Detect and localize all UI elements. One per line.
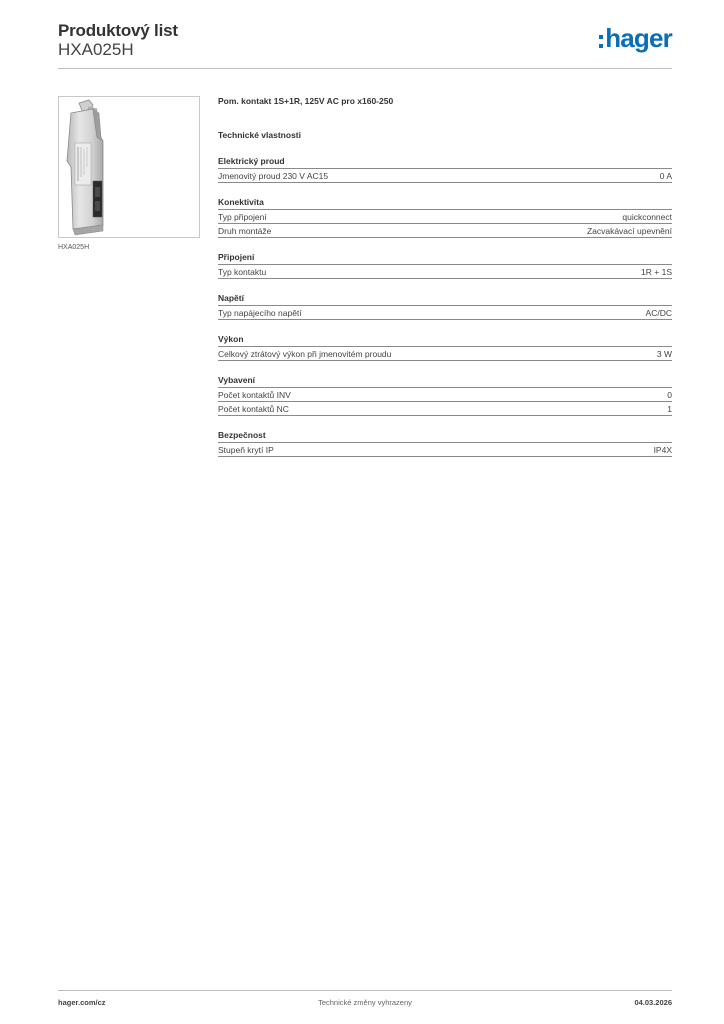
spec-label: Jmenovitý proud 230 V AC15 bbox=[218, 171, 329, 181]
product-photo-icon bbox=[59, 97, 199, 237]
footer-divider bbox=[58, 990, 672, 991]
spec-value: quickconnect bbox=[622, 212, 672, 222]
spec-value: 3 W bbox=[656, 349, 672, 359]
spec-row bbox=[218, 347, 672, 361]
technical-properties-heading: Technické vlastnosti bbox=[218, 130, 301, 140]
spec-row bbox=[218, 402, 672, 416]
spec-row bbox=[218, 388, 672, 402]
spec-section-connection bbox=[218, 252, 672, 279]
spec-value: 0 A bbox=[659, 171, 672, 181]
section-title: Napětí bbox=[218, 293, 672, 306]
product-description: Pom. kontakt 1S+1R, 125V AC pro x160-250 bbox=[218, 96, 394, 106]
spec-section-safety bbox=[218, 430, 672, 457]
spec-section-electric-current bbox=[218, 156, 672, 183]
section-title: Elektrický proud bbox=[218, 156, 672, 169]
spec-value: 1R + 1S bbox=[641, 267, 672, 277]
spec-value: 1 bbox=[667, 404, 672, 414]
product-image bbox=[58, 96, 200, 238]
spec-row bbox=[218, 265, 672, 279]
website-link[interactable]: hager.com/cz bbox=[58, 998, 106, 1007]
spec-row bbox=[218, 210, 672, 224]
image-caption: HXA025H bbox=[58, 244, 90, 251]
spec-section-voltage bbox=[218, 293, 672, 320]
section-title: Vybavení bbox=[218, 375, 672, 388]
product-details bbox=[218, 96, 672, 457]
spec-label: Typ připojení bbox=[218, 212, 267, 222]
footer-note: Technické změny vyhrazeny bbox=[318, 998, 412, 1007]
document-title: Produktový list bbox=[58, 21, 178, 40]
spec-value: IP4X bbox=[653, 445, 672, 455]
hager-logo-text: hager bbox=[605, 23, 672, 53]
spec-label: Typ kontaktu bbox=[218, 267, 267, 277]
spec-value: AC/DC bbox=[645, 308, 672, 318]
spec-row bbox=[218, 224, 672, 238]
header-divider bbox=[58, 68, 672, 69]
spec-label: Počet kontaktů NC bbox=[218, 404, 289, 414]
section-title: Výkon bbox=[218, 334, 672, 347]
spec-row bbox=[218, 306, 672, 320]
spec-label: Celkový ztrátový výkon při jmenovitém proudu bbox=[218, 349, 392, 359]
spec-section-equipment bbox=[218, 375, 672, 416]
section-title: Konektivita bbox=[218, 197, 672, 210]
spec-label: Stupeň krytí IP bbox=[218, 445, 274, 455]
spec-section-connectivity bbox=[218, 197, 672, 238]
spec-label: Počet kontaktů INV bbox=[218, 390, 291, 400]
footer-date: 04.03.2026 bbox=[634, 998, 672, 1007]
spec-section-power bbox=[218, 334, 672, 361]
document-subtitle: HXA025H bbox=[58, 40, 134, 59]
page-header bbox=[58, 21, 672, 69]
spec-row bbox=[218, 169, 672, 183]
section-title: Připojení bbox=[218, 252, 672, 265]
spec-value: 0 bbox=[667, 390, 672, 400]
spec-row bbox=[218, 443, 672, 457]
hager-logo bbox=[599, 23, 672, 53]
spec-label: Typ napájecího napětí bbox=[218, 308, 302, 318]
spec-label: Druh montáže bbox=[218, 226, 272, 236]
hager-logo-icon bbox=[599, 35, 603, 48]
section-title: Bezpečnost bbox=[218, 430, 672, 443]
spec-value: Zacvakávací upevnění bbox=[586, 226, 672, 236]
